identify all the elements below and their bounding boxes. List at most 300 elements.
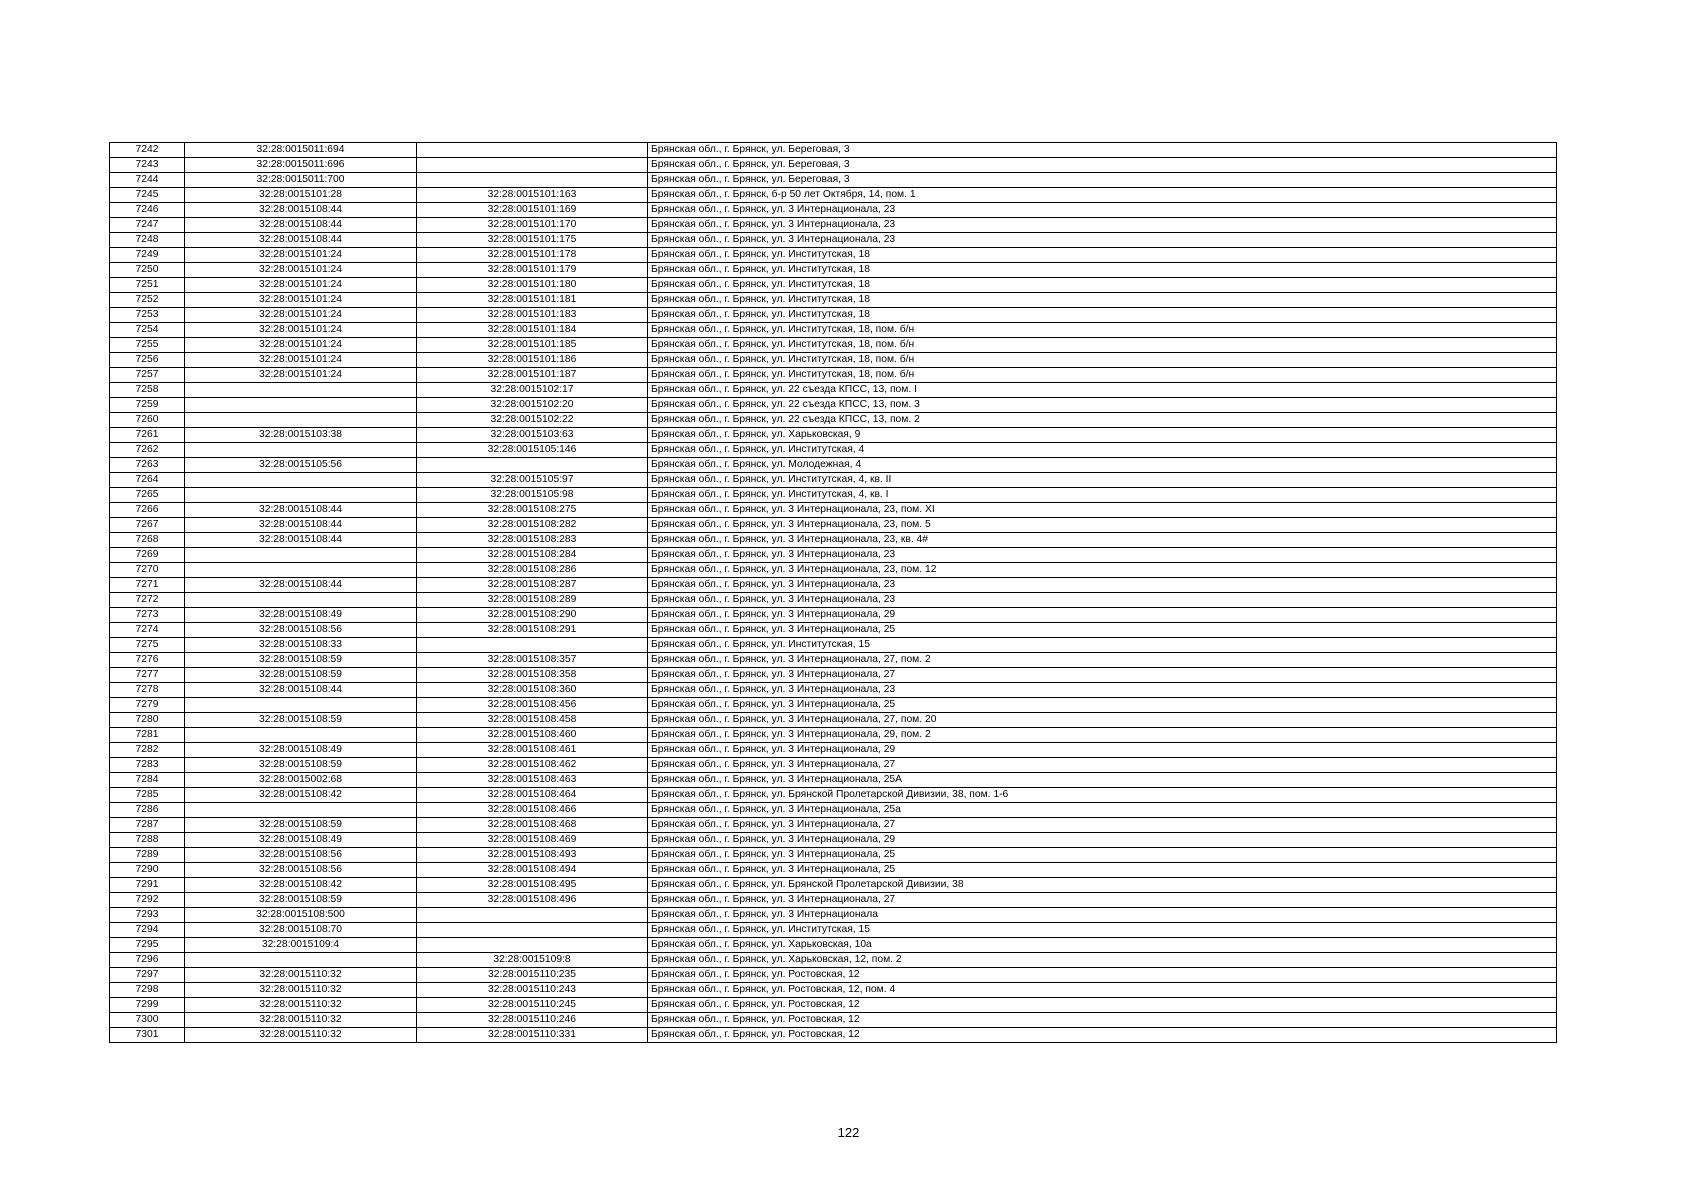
land-plot-number-cell: 32:28:0015110:32 bbox=[185, 968, 417, 983]
table-row bbox=[110, 353, 1557, 368]
address-cell: Брянская обл., г. Брянск, ул. 3 Интернационала, 29 bbox=[648, 608, 1557, 623]
table-row bbox=[110, 563, 1557, 578]
object-number-cell: 32:28:0015102:20 bbox=[417, 398, 648, 413]
table-row bbox=[110, 668, 1557, 683]
address-cell: Брянская обл., г. Брянск, ул. 3 Интернационала, 23 bbox=[648, 683, 1557, 698]
row-number-cell: 7246 bbox=[110, 203, 185, 218]
address-cell: Брянская обл., г. Брянск, ул. 3 Интернационала, 25 bbox=[648, 698, 1557, 713]
object-number-cell: 32:28:0015108:469 bbox=[417, 833, 648, 848]
row-number-cell: 7296 bbox=[110, 953, 185, 968]
address-cell: Брянская обл., г. Брянск, ул. Институтская, 18 bbox=[648, 263, 1557, 278]
row-number-cell: 7293 bbox=[110, 908, 185, 923]
object-number-cell: 32:28:0015105:97 bbox=[417, 473, 648, 488]
table-row bbox=[110, 398, 1557, 413]
address-cell: Брянская обл., г. Брянск, ул. Институтская, 15 bbox=[648, 638, 1557, 653]
object-number-cell bbox=[417, 908, 648, 923]
row-number-cell: 7275 bbox=[110, 638, 185, 653]
table-row bbox=[110, 158, 1557, 173]
address-cell: Брянская обл., г. Брянск, ул. Институтская, 18, пом. б/н bbox=[648, 338, 1557, 353]
row-number-cell: 7245 bbox=[110, 188, 185, 203]
object-number-cell: 32:28:0015101:169 bbox=[417, 203, 648, 218]
land-plot-number-cell bbox=[185, 473, 417, 488]
address-cell: Брянская обл., г. Брянск, ул. 3 Интернационала, 25А bbox=[648, 773, 1557, 788]
address-cell: Брянская обл., г. Брянск, ул. 3 Интернационала bbox=[648, 908, 1557, 923]
object-number-cell: 32:28:0015101:170 bbox=[417, 218, 648, 233]
address-cell: Брянская обл., г. Брянск, ул. 3 Интернационала, 27 bbox=[648, 758, 1557, 773]
row-number-cell: 7276 bbox=[110, 653, 185, 668]
object-number-cell bbox=[417, 458, 648, 473]
land-plot-number-cell: 32:28:0015108:59 bbox=[185, 758, 417, 773]
row-number-cell: 7291 bbox=[110, 878, 185, 893]
address-cell: Брянская обл., г. Брянск, ул. 3 Интернационала, 23, пом. 12 bbox=[648, 563, 1557, 578]
table-row bbox=[110, 938, 1557, 953]
object-number-cell: 32:28:0015108:456 bbox=[417, 698, 648, 713]
table-row bbox=[110, 983, 1557, 998]
land-plot-number-cell: 32:28:0015108:59 bbox=[185, 818, 417, 833]
object-number-cell bbox=[417, 143, 648, 158]
row-number-cell: 7272 bbox=[110, 593, 185, 608]
address-cell: Брянская обл., г. Брянск, ул. 22 съезда КПСС, 13, пом. 3 bbox=[648, 398, 1557, 413]
row-number-cell: 7248 bbox=[110, 233, 185, 248]
table-row bbox=[110, 998, 1557, 1013]
land-plot-number-cell: 32:28:0015101:28 bbox=[185, 188, 417, 203]
address-cell: Брянская обл., г. Брянск, ул. Харьковская, 12, пом. 2 bbox=[648, 953, 1557, 968]
object-number-cell bbox=[417, 638, 648, 653]
table-row bbox=[110, 293, 1557, 308]
row-number-cell: 7261 bbox=[110, 428, 185, 443]
land-plot-number-cell: 32:28:0015110:32 bbox=[185, 1028, 417, 1043]
row-number-cell: 7294 bbox=[110, 923, 185, 938]
table-row bbox=[110, 533, 1557, 548]
object-number-cell: 32:28:0015108:462 bbox=[417, 758, 648, 773]
row-number-cell: 7264 bbox=[110, 473, 185, 488]
row-number-cell: 7271 bbox=[110, 578, 185, 593]
row-number-cell: 7281 bbox=[110, 728, 185, 743]
table-row bbox=[110, 623, 1557, 638]
land-plot-number-cell: 32:28:0015108:44 bbox=[185, 503, 417, 518]
address-cell: Брянская обл., г. Брянск, ул. Институтская, 18 bbox=[648, 278, 1557, 293]
table-row bbox=[110, 608, 1557, 623]
address-cell: Брянская обл., г. Брянск, ул. 22 съезда КПСС, 13, пом. I bbox=[648, 383, 1557, 398]
object-number-cell: 32:28:0015108:468 bbox=[417, 818, 648, 833]
land-plot-number-cell: 32:28:0015110:32 bbox=[185, 998, 417, 1013]
object-number-cell: 32:28:0015110:245 bbox=[417, 998, 648, 1013]
row-number-cell: 7251 bbox=[110, 278, 185, 293]
table-row bbox=[110, 1013, 1557, 1028]
row-number-cell: 7242 bbox=[110, 143, 185, 158]
row-number-cell: 7262 bbox=[110, 443, 185, 458]
row-number-cell: 7283 bbox=[110, 758, 185, 773]
address-cell: Брянская обл., г. Брянск, ул. 22 съезда КПСС, 13, пом. 2 bbox=[648, 413, 1557, 428]
land-plot-number-cell bbox=[185, 413, 417, 428]
table-row bbox=[110, 758, 1557, 773]
land-plot-number-cell: 32:28:0015108:59 bbox=[185, 668, 417, 683]
row-number-cell: 7263 bbox=[110, 458, 185, 473]
row-number-cell: 7301 bbox=[110, 1028, 185, 1043]
land-plot-number-cell: 32:28:0015103:38 bbox=[185, 428, 417, 443]
table-row bbox=[110, 683, 1557, 698]
land-plot-number-cell: 32:28:0015011:700 bbox=[185, 173, 417, 188]
address-cell: Брянская обл., г. Брянск, ул. 3 Интернационала, 23 bbox=[648, 593, 1557, 608]
object-number-cell: 32:28:0015108:496 bbox=[417, 893, 648, 908]
table-row bbox=[110, 593, 1557, 608]
row-number-cell: 7274 bbox=[110, 623, 185, 638]
object-number-cell: 32:28:0015108:357 bbox=[417, 653, 648, 668]
row-number-cell: 7287 bbox=[110, 818, 185, 833]
table-row bbox=[110, 233, 1557, 248]
object-number-cell: 32:28:0015101:187 bbox=[417, 368, 648, 383]
row-number-cell: 7268 bbox=[110, 533, 185, 548]
land-plot-number-cell: 32:28:0015108:59 bbox=[185, 713, 417, 728]
row-number-cell: 7249 bbox=[110, 248, 185, 263]
land-plot-number-cell bbox=[185, 398, 417, 413]
land-plot-number-cell: 32:28:0015108:33 bbox=[185, 638, 417, 653]
address-cell: Брянская обл., г. Брянск, ул. 3 Интернационала, 23 bbox=[648, 218, 1557, 233]
row-number-cell: 7266 bbox=[110, 503, 185, 518]
address-cell: Брянская обл., г. Брянск, ул. 3 Интернационала, 23, пом. XI bbox=[648, 503, 1557, 518]
table-row bbox=[110, 698, 1557, 713]
object-number-cell bbox=[417, 158, 648, 173]
land-plot-number-cell: 32:28:0015108:59 bbox=[185, 653, 417, 668]
table-row bbox=[110, 218, 1557, 233]
object-number-cell: 32:28:0015110:331 bbox=[417, 1028, 648, 1043]
row-number-cell: 7277 bbox=[110, 668, 185, 683]
row-number-cell: 7260 bbox=[110, 413, 185, 428]
address-cell: Брянская обл., г. Брянск, ул. Институтская, 18, пом. б/н bbox=[648, 368, 1557, 383]
table-row bbox=[110, 728, 1557, 743]
land-plot-number-cell: 32:28:0015108:44 bbox=[185, 518, 417, 533]
land-plot-number-cell: 32:28:0015108:70 bbox=[185, 923, 417, 938]
row-number-cell: 7256 bbox=[110, 353, 185, 368]
land-plot-number-cell: 32:28:0015108:49 bbox=[185, 743, 417, 758]
table-row bbox=[110, 278, 1557, 293]
table-row bbox=[110, 1028, 1557, 1043]
table-row bbox=[110, 803, 1557, 818]
object-number-cell: 32:28:0015108:283 bbox=[417, 533, 648, 548]
object-number-cell: 32:28:0015108:466 bbox=[417, 803, 648, 818]
object-number-cell: 32:28:0015108:286 bbox=[417, 563, 648, 578]
land-plot-number-cell: 32:28:0015108:59 bbox=[185, 893, 417, 908]
row-number-cell: 7259 bbox=[110, 398, 185, 413]
land-plot-number-cell: 32:28:0015108:44 bbox=[185, 578, 417, 593]
row-number-cell: 7253 bbox=[110, 308, 185, 323]
object-number-cell: 32:28:0015108:464 bbox=[417, 788, 648, 803]
object-number-cell: 32:28:0015108:287 bbox=[417, 578, 648, 593]
land-plot-number-cell: 32:28:0015101:24 bbox=[185, 293, 417, 308]
table-row bbox=[110, 893, 1557, 908]
land-plot-number-cell: 32:28:0015108:44 bbox=[185, 683, 417, 698]
table-row bbox=[110, 143, 1557, 158]
row-number-cell: 7284 bbox=[110, 773, 185, 788]
land-plot-number-cell bbox=[185, 728, 417, 743]
row-number-cell: 7289 bbox=[110, 848, 185, 863]
address-cell: Брянская обл., г. Брянск, ул. Береговая, 3 bbox=[648, 158, 1557, 173]
table-row bbox=[110, 743, 1557, 758]
address-cell: Брянская обл., г. Брянск, ул. 3 Интернационала, 27 bbox=[648, 818, 1557, 833]
table-row bbox=[110, 413, 1557, 428]
table-row bbox=[110, 203, 1557, 218]
address-cell: Брянская обл., г. Брянск, ул. 3 Интернационала, 27 bbox=[648, 893, 1557, 908]
row-number-cell: 7258 bbox=[110, 383, 185, 398]
table-row bbox=[110, 953, 1557, 968]
land-plot-number-cell: 32:28:0015101:24 bbox=[185, 263, 417, 278]
object-number-cell: 32:28:0015108:290 bbox=[417, 608, 648, 623]
land-plot-number-cell bbox=[185, 383, 417, 398]
row-number-cell: 7243 bbox=[110, 158, 185, 173]
object-number-cell: 32:28:0015105:146 bbox=[417, 443, 648, 458]
table-row bbox=[110, 338, 1557, 353]
table-row bbox=[110, 653, 1557, 668]
row-number-cell: 7299 bbox=[110, 998, 185, 1013]
land-plot-number-cell: 32:28:0015101:24 bbox=[185, 338, 417, 353]
object-number-cell: 32:28:0015101:175 bbox=[417, 233, 648, 248]
row-number-cell: 7247 bbox=[110, 218, 185, 233]
row-number-cell: 7286 bbox=[110, 803, 185, 818]
object-number-cell: 32:28:0015101:184 bbox=[417, 323, 648, 338]
row-number-cell: 7244 bbox=[110, 173, 185, 188]
row-number-cell: 7290 bbox=[110, 863, 185, 878]
row-number-cell: 7257 bbox=[110, 368, 185, 383]
object-number-cell: 32:28:0015101:185 bbox=[417, 338, 648, 353]
address-cell: Брянская обл., г. Брянск, ул. 3 Интернационала, 23 bbox=[648, 233, 1557, 248]
object-number-cell: 32:28:0015102:22 bbox=[417, 413, 648, 428]
land-plot-number-cell: 32:28:0015108:56 bbox=[185, 848, 417, 863]
table-row bbox=[110, 788, 1557, 803]
land-plot-number-cell bbox=[185, 593, 417, 608]
row-number-cell: 7278 bbox=[110, 683, 185, 698]
object-number-cell: 32:28:0015108:463 bbox=[417, 773, 648, 788]
address-cell: Брянская обл., г. Брянск, ул. 3 Интернационала, 23, кв. 4# bbox=[648, 533, 1557, 548]
object-number-cell: 32:28:0015109:8 bbox=[417, 953, 648, 968]
object-number-cell bbox=[417, 938, 648, 953]
land-plot-number-cell: 32:28:0015101:24 bbox=[185, 368, 417, 383]
land-plot-number-cell: 32:28:0015108:49 bbox=[185, 833, 417, 848]
object-number-cell: 32:28:0015108:494 bbox=[417, 863, 648, 878]
table-row bbox=[110, 833, 1557, 848]
object-number-cell: 32:28:0015108:275 bbox=[417, 503, 648, 518]
row-number-cell: 7292 bbox=[110, 893, 185, 908]
address-cell: Брянская обл., г. Брянск, ул. 3 Интернационала, 25 bbox=[648, 863, 1557, 878]
land-plot-number-cell: 32:28:0015108:56 bbox=[185, 863, 417, 878]
object-number-cell: 32:28:0015108:461 bbox=[417, 743, 648, 758]
object-number-cell: 32:28:0015108:282 bbox=[417, 518, 648, 533]
row-number-cell: 7255 bbox=[110, 338, 185, 353]
land-plot-number-cell: 32:28:0015002:68 bbox=[185, 773, 417, 788]
object-number-cell: 32:28:0015101:180 bbox=[417, 278, 648, 293]
row-number-cell: 7270 bbox=[110, 563, 185, 578]
land-plot-number-cell bbox=[185, 698, 417, 713]
address-cell: Брянская обл., г. Брянск, ул. 3 Интернационала, 25 bbox=[648, 623, 1557, 638]
land-plot-number-cell bbox=[185, 443, 417, 458]
table-row bbox=[110, 923, 1557, 938]
table-row bbox=[110, 578, 1557, 593]
object-number-cell: 32:28:0015108:493 bbox=[417, 848, 648, 863]
land-plot-number-cell bbox=[185, 563, 417, 578]
address-cell: Брянская обл., г. Брянск, ул. Институтская, 18, пом. б/н bbox=[648, 353, 1557, 368]
address-cell: Брянская обл., г. Брянск, б-р 50 лет Октября, 14, пом. 1 bbox=[648, 188, 1557, 203]
row-number-cell: 7279 bbox=[110, 698, 185, 713]
row-number-cell: 7250 bbox=[110, 263, 185, 278]
table-row bbox=[110, 368, 1557, 383]
land-plot-number-cell: 32:28:0015011:694 bbox=[185, 143, 417, 158]
row-number-cell: 7265 bbox=[110, 488, 185, 503]
address-cell: Брянская обл., г. Брянск, ул. Береговая, 3 bbox=[648, 143, 1557, 158]
table-row bbox=[110, 518, 1557, 533]
land-plot-number-cell: 32:28:0015108:44 bbox=[185, 218, 417, 233]
land-plot-number-cell: 32:28:0015108:42 bbox=[185, 788, 417, 803]
address-cell: Брянская обл., г. Брянск, ул. 3 Интернационала, 29 bbox=[648, 833, 1557, 848]
address-cell: Брянская обл., г. Брянск, ул. Ростовская, 12 bbox=[648, 998, 1557, 1013]
address-cell: Брянская обл., г. Брянск, ул. Институтская, 18 bbox=[648, 293, 1557, 308]
table-row bbox=[110, 323, 1557, 338]
address-cell: Брянская обл., г. Брянск, ул. 3 Интернационала, 23 bbox=[648, 578, 1557, 593]
table-row bbox=[110, 173, 1557, 188]
land-plot-number-cell: 32:28:0015105:56 bbox=[185, 458, 417, 473]
object-number-cell: 32:28:0015108:291 bbox=[417, 623, 648, 638]
table-row bbox=[110, 773, 1557, 788]
address-cell: Брянская обл., г. Брянск, ул. Брянской Пролетарской Дивизии, 38, пом. 1-6 bbox=[648, 788, 1557, 803]
row-number-cell: 7254 bbox=[110, 323, 185, 338]
table-row bbox=[110, 968, 1557, 983]
table-row bbox=[110, 818, 1557, 833]
address-cell: Брянская обл., г. Брянск, ул. Ростовская, 12, пом. 4 bbox=[648, 983, 1557, 998]
row-number-cell: 7252 bbox=[110, 293, 185, 308]
object-number-cell: 32:28:0015101:163 bbox=[417, 188, 648, 203]
address-cell: Брянская обл., г. Брянск, ул. 3 Интернационала, 23, пом. 5 bbox=[648, 518, 1557, 533]
address-cell: Брянская обл., г. Брянск, ул. 3 Интернационала, 27, пом. 2 bbox=[648, 653, 1557, 668]
address-cell: Брянская обл., г. Брянск, ул. Молодежная, 4 bbox=[648, 458, 1557, 473]
address-cell: Брянская обл., г. Брянск, ул. Брянской Пролетарской Дивизии, 38 bbox=[648, 878, 1557, 893]
address-cell: Брянская обл., г. Брянск, ул. Институтская, 4, кв. I bbox=[648, 488, 1557, 503]
address-cell: Брянская обл., г. Брянск, ул. 3 Интернационала, 29, пом. 2 bbox=[648, 728, 1557, 743]
land-plot-number-cell: 32:28:0015109:4 bbox=[185, 938, 417, 953]
object-number-cell: 32:28:0015108:458 bbox=[417, 713, 648, 728]
table-row bbox=[110, 848, 1557, 863]
object-number-cell: 32:28:0015108:495 bbox=[417, 878, 648, 893]
row-number-cell: 7282 bbox=[110, 743, 185, 758]
land-plot-number-cell: 32:28:0015011:696 bbox=[185, 158, 417, 173]
row-number-cell: 7297 bbox=[110, 968, 185, 983]
address-cell: Брянская обл., г. Брянск, ул. 3 Интернационала, 27, пом. 20 bbox=[648, 713, 1557, 728]
table-row bbox=[110, 263, 1557, 278]
land-plot-number-cell: 32:28:0015108:500 bbox=[185, 908, 417, 923]
address-cell: Брянская обл., г. Брянск, ул. Ростовская, 12 bbox=[648, 1028, 1557, 1043]
object-number-cell: 32:28:0015101:186 bbox=[417, 353, 648, 368]
row-number-cell: 7267 bbox=[110, 518, 185, 533]
object-number-cell: 32:28:0015110:246 bbox=[417, 1013, 648, 1028]
row-number-cell: 7280 bbox=[110, 713, 185, 728]
object-number-cell: 32:28:0015102:17 bbox=[417, 383, 648, 398]
land-plot-number-cell: 32:28:0015108:42 bbox=[185, 878, 417, 893]
table-row bbox=[110, 713, 1557, 728]
table-row bbox=[110, 473, 1557, 488]
row-number-cell: 7269 bbox=[110, 548, 185, 563]
table-row bbox=[110, 308, 1557, 323]
table-row bbox=[110, 548, 1557, 563]
land-plot-number-cell: 32:28:0015108:56 bbox=[185, 623, 417, 638]
object-number-cell bbox=[417, 923, 648, 938]
land-plot-number-cell: 32:28:0015101:24 bbox=[185, 323, 417, 338]
row-number-cell: 7295 bbox=[110, 938, 185, 953]
object-number-cell: 32:28:0015101:183 bbox=[417, 308, 648, 323]
object-number-cell: 32:28:0015110:243 bbox=[417, 983, 648, 998]
land-plot-number-cell: 32:28:0015101:24 bbox=[185, 308, 417, 323]
table-row bbox=[110, 428, 1557, 443]
table-row bbox=[110, 383, 1557, 398]
address-cell: Брянская обл., г. Брянск, ул. Институтская, 18 bbox=[648, 308, 1557, 323]
land-plot-number-cell bbox=[185, 488, 417, 503]
land-plot-number-cell bbox=[185, 803, 417, 818]
address-cell: Брянская обл., г. Брянск, ул. Институтская, 4 bbox=[648, 443, 1557, 458]
object-number-cell: 32:28:0015108:289 bbox=[417, 593, 648, 608]
address-cell: Брянская обл., г. Брянск, ул. Харьковская, 9 bbox=[648, 428, 1557, 443]
table-row bbox=[110, 488, 1557, 503]
row-number-cell: 7298 bbox=[110, 983, 185, 998]
address-cell: Брянская обл., г. Брянск, ул. 3 Интернационала, 25 bbox=[648, 848, 1557, 863]
table-row bbox=[110, 248, 1557, 263]
address-cell: Брянская обл., г. Брянск, ул. Институтская, 18 bbox=[648, 248, 1557, 263]
address-cell: Брянская обл., г. Брянск, ул. 3 Интернационала, 29 bbox=[648, 743, 1557, 758]
land-plot-number-cell: 32:28:0015101:24 bbox=[185, 353, 417, 368]
address-cell: Брянская обл., г. Брянск, ул. 3 Интернационала, 23 bbox=[648, 548, 1557, 563]
land-plot-number-cell: 32:28:0015108:49 bbox=[185, 608, 417, 623]
land-plot-number-cell: 32:28:0015108:44 bbox=[185, 203, 417, 218]
land-plot-number-cell bbox=[185, 953, 417, 968]
table-row bbox=[110, 188, 1557, 203]
object-number-cell: 32:28:0015110:235 bbox=[417, 968, 648, 983]
address-cell: Брянская обл., г. Брянск, ул. Институтская, 15 bbox=[648, 923, 1557, 938]
table-row bbox=[110, 503, 1557, 518]
row-number-cell: 7288 bbox=[110, 833, 185, 848]
land-plot-number-cell: 32:28:0015101:24 bbox=[185, 278, 417, 293]
row-number-cell: 7285 bbox=[110, 788, 185, 803]
object-number-cell: 32:28:0015101:178 bbox=[417, 248, 648, 263]
registry-table bbox=[109, 142, 1557, 1043]
row-number-cell: 7300 bbox=[110, 1013, 185, 1028]
object-number-cell bbox=[417, 173, 648, 188]
object-number-cell: 32:28:0015108:460 bbox=[417, 728, 648, 743]
table-row bbox=[110, 878, 1557, 893]
address-cell: Брянская обл., г. Брянск, ул. 3 Интернационала, 23 bbox=[648, 203, 1557, 218]
address-cell: Брянская обл., г. Брянск, ул. 3 Интернационала, 27 bbox=[648, 668, 1557, 683]
object-number-cell: 32:28:0015101:181 bbox=[417, 293, 648, 308]
address-cell: Брянская обл., г. Брянск, ул. Ростовская, 12 bbox=[648, 1013, 1557, 1028]
table-row bbox=[110, 863, 1557, 878]
land-plot-number-cell: 32:28:0015108:44 bbox=[185, 533, 417, 548]
row-number-cell: 7273 bbox=[110, 608, 185, 623]
object-number-cell: 32:28:0015105:98 bbox=[417, 488, 648, 503]
registry-table-body bbox=[110, 143, 1557, 1043]
object-number-cell: 32:28:0015108:360 bbox=[417, 683, 648, 698]
table-row bbox=[110, 458, 1557, 473]
land-plot-number-cell bbox=[185, 548, 417, 563]
table-row bbox=[110, 638, 1557, 653]
address-cell: Брянская обл., г. Брянск, ул. Ростовская, 12 bbox=[648, 968, 1557, 983]
object-number-cell: 32:28:0015108:284 bbox=[417, 548, 648, 563]
address-cell: Брянская обл., г. Брянск, ул. Харьковская, 10а bbox=[648, 938, 1557, 953]
object-number-cell: 32:28:0015103:63 bbox=[417, 428, 648, 443]
address-cell: Брянская обл., г. Брянск, ул. Институтская, 4, кв. II bbox=[648, 473, 1557, 488]
land-plot-number-cell: 32:28:0015110:32 bbox=[185, 1013, 417, 1028]
address-cell: Брянская обл., г. Брянск, ул. Береговая, 3 bbox=[648, 173, 1557, 188]
object-number-cell: 32:28:0015108:358 bbox=[417, 668, 648, 683]
land-plot-number-cell: 32:28:0015101:24 bbox=[185, 248, 417, 263]
land-plot-number-cell: 32:28:0015108:44 bbox=[185, 233, 417, 248]
page-number: 122 bbox=[837, 1125, 860, 1140]
table-row bbox=[110, 908, 1557, 923]
object-number-cell: 32:28:0015101:179 bbox=[417, 263, 648, 278]
address-cell: Брянская обл., г. Брянск, ул. Институтская, 18, пом. б/н bbox=[648, 323, 1557, 338]
